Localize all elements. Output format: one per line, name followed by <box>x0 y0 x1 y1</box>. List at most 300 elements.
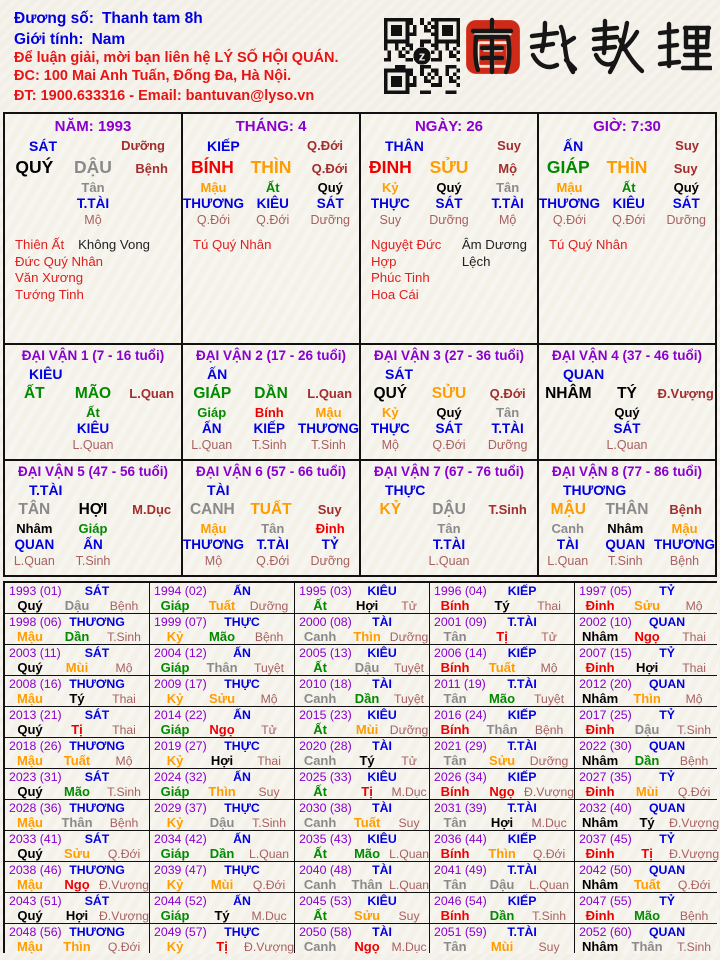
hidden-stem-group <box>298 405 359 453</box>
year-cell <box>575 676 719 706</box>
year-stage-label: Dưỡng <box>389 723 429 737</box>
year-stem-label: Tân <box>443 691 467 706</box>
year-stage-label: L.Quan <box>389 878 430 892</box>
star-line <box>15 237 181 254</box>
year-cell-line2 <box>430 722 574 737</box>
year-cell-line2 <box>150 660 294 675</box>
dai-van-god-row <box>183 479 359 498</box>
year-cell-line2 <box>150 846 294 861</box>
year-branch-label: Mùi <box>635 784 659 799</box>
year-cell-line2 <box>430 939 574 954</box>
hidden-stem-group <box>656 405 715 453</box>
year-god-label: KIÊU <box>367 646 397 660</box>
year-cell-line1 <box>575 863 719 877</box>
stem-label: TÂN <box>18 501 51 518</box>
year-cell <box>295 614 429 644</box>
star-name: Tú Quý Nhân <box>193 237 272 252</box>
year-stage-label: Mộ <box>540 661 558 675</box>
dai-van-row-1 <box>5 345 715 459</box>
hidden-stem-group <box>478 180 537 228</box>
year-god-label: SÁT <box>84 708 110 722</box>
hidden-stage-label: L.Quan <box>72 438 114 452</box>
year-god-label: THỰC <box>224 615 260 629</box>
year-branch-label: Mùi <box>65 660 89 675</box>
year-god-label: T.TÀI <box>507 863 537 877</box>
year-cell-line2 <box>150 753 294 768</box>
year-stem-label: Bính <box>440 784 470 799</box>
year-cell <box>430 831 574 861</box>
year-cell <box>575 738 719 768</box>
year-cell <box>575 614 719 644</box>
year-branch-label: Thìn <box>488 846 516 861</box>
star-note: Âm Dương Lệch <box>461 237 527 269</box>
year-god-label: TỶ <box>659 894 675 908</box>
year-god-label: T.TÀI <box>507 615 537 629</box>
year-cell-line1 <box>150 646 294 660</box>
year-god-label: THƯƠNG <box>69 801 125 815</box>
year-stage-label: Tuyệt <box>394 692 425 706</box>
hidden-stem-group <box>654 521 715 569</box>
year-stage-label: T.Sinh <box>677 723 712 737</box>
year-label: 2010 (18) <box>299 677 352 691</box>
year-branch-label: Mùi <box>210 877 234 892</box>
year-god-label: T.TÀI <box>507 801 537 815</box>
year-label: 2003 (11) <box>9 646 61 660</box>
year-cell <box>295 676 429 706</box>
branch-label: DẬU <box>432 501 466 518</box>
star-note: Không Vong <box>78 237 150 252</box>
year-stem-label: Kỷ <box>166 939 184 954</box>
year-god-label: THỰC <box>224 739 260 753</box>
branch-label: THÂN <box>605 501 649 518</box>
year-label: 2035 (43) <box>299 832 352 846</box>
hidden-stem-group <box>5 180 64 228</box>
hidden-stems-row <box>539 521 715 569</box>
god-label: T.TÀI <box>29 482 63 498</box>
branch-label: DẬU <box>74 157 112 177</box>
hidden-god-label: T.TÀI <box>432 537 466 552</box>
year-cell-line2 <box>5 815 149 830</box>
pillar-main-row <box>5 385 181 403</box>
year-cell-line2 <box>575 598 719 613</box>
year-branch-label: Sửu <box>63 846 91 861</box>
year-branch-label: Thân <box>486 722 518 737</box>
year-cell-line2 <box>430 598 574 613</box>
year-stem-label: Quý <box>17 846 43 861</box>
year-stem-label: Canh <box>303 753 337 768</box>
hidden-god-label: KIÊU <box>256 196 289 211</box>
year-stem-label: Giáp <box>160 722 190 737</box>
hidden-god-label: QUAN <box>605 537 646 552</box>
year-cell-line2 <box>575 877 719 892</box>
year-cell-line1 <box>150 801 294 815</box>
year-stage-label: T.Sinh <box>107 630 141 644</box>
hidden-stage-label: T.Sinh <box>251 438 287 452</box>
year-cell-line1 <box>430 584 574 598</box>
year-stage-label: L.Quan <box>389 847 430 861</box>
year-stem-label: Tân <box>443 629 467 644</box>
year-cell-line1 <box>150 863 294 877</box>
year-label: 2029 (37) <box>154 801 207 815</box>
year-cell-line2 <box>5 629 149 644</box>
pillar-main-row <box>183 501 359 519</box>
year-stem-label: Quý <box>17 598 43 613</box>
year-label: 1995 (03) <box>299 584 352 598</box>
hidden-stems-row <box>361 180 537 228</box>
year-cell <box>150 862 294 892</box>
year-stem-label: Giáp <box>160 908 190 923</box>
year-stem-label: Ất <box>313 722 327 737</box>
hidden-stage-label: Q.Đới <box>196 213 231 227</box>
year-god-label: TÀI <box>372 925 392 939</box>
year-cell-line2 <box>295 908 429 923</box>
hidden-god-label: T.TÀI <box>491 421 524 436</box>
year-stage-label: Thai <box>682 661 706 675</box>
hidden-stem-group <box>598 405 657 453</box>
year-cell-line2 <box>150 815 294 830</box>
year-cell-line1 <box>575 677 719 691</box>
year-stem-label: Tân <box>443 877 467 892</box>
year-cell-line2 <box>5 660 149 675</box>
dai-van-god-row <box>5 479 181 498</box>
star-name: Tướng Tinh <box>15 286 84 302</box>
year-cell <box>575 707 719 737</box>
hidden-stem-label: Tân <box>261 521 285 536</box>
year-label: 2039 (47) <box>154 863 207 877</box>
year-god-label: TÀI <box>372 677 392 691</box>
year-god-label: THƯƠNG <box>69 677 125 691</box>
year-cell-line1 <box>5 615 149 629</box>
hidden-stage-label: Mộ <box>204 554 223 568</box>
year-stem-label: Mậu <box>17 753 43 768</box>
hidden-stems-row <box>539 405 715 453</box>
hidden-stage-label: L.Quan <box>606 438 648 452</box>
pillar-title: NGÀY: 26 <box>414 118 484 135</box>
year-cell <box>150 831 294 861</box>
hidden-god-label: SÁT <box>613 421 641 436</box>
year-label: 2018 (26) <box>9 739 62 753</box>
year-cell-line2 <box>430 877 574 892</box>
stage-label: L.Quan <box>307 386 353 401</box>
dai-van-god-row <box>361 479 537 498</box>
year-cell-line2 <box>5 691 149 706</box>
year-branch-label: Dậu <box>209 815 235 830</box>
year-branch-label: Mão <box>634 908 661 923</box>
year-stem-label: Kỷ <box>166 877 184 892</box>
dai-van-title: ĐẠI VẬN 7 (67 - 76 tuổi) <box>373 464 525 479</box>
hidden-stem-group <box>539 180 600 228</box>
hidden-stems-row <box>183 180 359 228</box>
hidden-stage-label: T.Sinh <box>75 554 111 568</box>
hidden-stem-label: Canh <box>551 521 584 536</box>
dai-van-row-2 <box>5 461 715 575</box>
branch-label: DẦN <box>254 385 288 402</box>
year-cell <box>150 676 294 706</box>
year-cell-line1 <box>5 832 149 846</box>
star-line <box>549 237 715 254</box>
stage-label: Mộ <box>498 161 518 176</box>
hidden-stem-group <box>122 180 181 228</box>
year-stage-label: T.Sinh <box>532 909 566 923</box>
svg-text:z: z <box>418 48 426 64</box>
hidden-god-label: TỶ <box>321 537 339 552</box>
year-branch-label: Thân <box>206 660 238 675</box>
year-god-label: THỰC <box>224 863 260 877</box>
year-label: 2045 (53) <box>299 894 352 908</box>
year-stem-label: Kỷ <box>166 691 184 706</box>
dai-van-box <box>361 345 537 459</box>
year-cell-line2 <box>295 815 429 830</box>
year-stem-label: Nhâm <box>582 939 619 954</box>
year-stage-label: Dưỡng <box>389 630 429 644</box>
hidden-stem-label: Quý <box>614 405 640 420</box>
god-label: KIÊU <box>29 366 63 382</box>
year-branch-label: Tuất <box>63 753 91 768</box>
year-branch-label: Mão <box>489 691 516 706</box>
year-branch-label: Hợi <box>65 908 89 923</box>
hidden-stage-label: T.Sinh <box>607 554 643 568</box>
year-god-label: ẤN <box>233 770 251 784</box>
year-cell-line2 <box>5 939 149 954</box>
year-cell-line2 <box>575 753 719 768</box>
year-stem-label: Giáp <box>160 846 190 861</box>
year-stage-label: Bệnh <box>109 816 139 830</box>
year-cell-line2 <box>5 877 149 892</box>
stem-label: MẬU <box>550 501 586 518</box>
year-cell-line2 <box>295 939 429 954</box>
year-cell-line2 <box>295 784 429 799</box>
year-god-label: TÀI <box>372 615 392 629</box>
year-cell <box>150 893 294 923</box>
year-cell-line1 <box>430 646 574 660</box>
year-god-label: SÁT <box>84 646 110 660</box>
year-god-label: T.TÀI <box>507 677 537 691</box>
year-cell-line1 <box>575 708 719 722</box>
year-stage-label: L.Quan <box>249 847 290 861</box>
year-branch-label: Thân <box>351 877 383 892</box>
year-stage-label: Thai <box>112 723 136 737</box>
pillar-main-row <box>361 385 537 403</box>
year-god-label: KIÊU <box>367 584 397 598</box>
year-cell-line1 <box>150 584 294 598</box>
year-stage-label: Suy <box>398 909 420 923</box>
year-stem-label: Tân <box>443 753 467 768</box>
hidden-god-label: THƯƠNG <box>539 196 600 211</box>
contact-line-2: ĐC: 100 Mai Anh Tuấn, Đống Đa, Hà Nội. <box>14 67 292 84</box>
hidden-stem-group <box>122 521 181 569</box>
corner-stage-label: Suy <box>675 138 699 153</box>
year-stage-label: Đ.Vượng <box>524 785 575 799</box>
contact-line-1: Để luận giải, mời bạn liên hệ LÝ SỐ HỘI QUÁN. <box>14 50 339 66</box>
year-cell-line1 <box>430 894 574 908</box>
year-cell-line1 <box>430 739 574 753</box>
year-branch-label: Tuất <box>208 598 236 613</box>
year-stage-label: Suy <box>538 940 560 954</box>
year-cell-line2 <box>150 598 294 613</box>
year-god-label: QUAN <box>648 615 686 629</box>
year-cell-line1 <box>5 894 149 908</box>
year-cell-line2 <box>430 846 574 861</box>
year-stem-label: Canh <box>303 877 337 892</box>
hidden-stage-label: Dưỡng <box>310 213 350 227</box>
year-branch-label: Sửu <box>634 598 661 613</box>
year-stage-label: Tuyệt <box>394 661 425 675</box>
hidden-stem-label: Bính <box>254 405 284 420</box>
year-cell-line1 <box>5 708 149 722</box>
hidden-stem-label: Mậu <box>200 180 227 195</box>
year-god-label: THỰC <box>224 677 260 691</box>
year-cell-line2 <box>430 784 574 799</box>
dai-van-title: ĐẠI VẬN 3 (27 - 36 tuổi) <box>373 348 525 363</box>
year-cell-line2 <box>295 598 429 613</box>
year-cell <box>575 583 719 613</box>
pillars-row <box>5 114 715 343</box>
year-cell-line1 <box>5 739 149 753</box>
year-cell <box>430 676 574 706</box>
year-cell-line1 <box>150 925 294 939</box>
pillar-box <box>361 114 537 343</box>
year-label: 1993 (01) <box>9 584 62 598</box>
pillar-god-row <box>5 135 181 154</box>
year-stage-label: M.Dục <box>391 785 427 799</box>
year-cell-line2 <box>575 815 719 830</box>
year-label: 2034 (42) <box>154 832 207 846</box>
hidden-god-label: QUAN <box>14 537 55 552</box>
year-cell-line2 <box>295 846 429 861</box>
hidden-stem-label: Tân <box>496 180 520 195</box>
hidden-stem-label: Đinh <box>315 521 345 536</box>
star-line <box>15 254 181 271</box>
stars-list <box>5 237 181 303</box>
year-god-label: QUAN <box>648 739 686 753</box>
year-branch-label: Mão <box>64 784 90 799</box>
year-cell <box>150 800 294 830</box>
year-stage-label: Thai <box>537 599 561 613</box>
hidden-stem-label: Mậu <box>200 521 227 536</box>
hidden-stage-label: Q.Đới <box>552 213 587 227</box>
star-name: Đức Quý Nhân <box>15 253 103 269</box>
hidden-stem-group <box>241 405 299 453</box>
year-stem-label: Nhâm <box>582 691 619 706</box>
hidden-god-label: ẤN <box>202 421 222 436</box>
hidden-stem-group <box>301 180 359 228</box>
year-god-label: KIẾP <box>507 832 537 846</box>
year-label: 2048 (56) <box>9 925 62 939</box>
stage-label: Đ.Vượng <box>657 386 714 401</box>
year-label: 2027 (35) <box>579 770 632 784</box>
year-branch-label: Mùi <box>355 722 379 737</box>
year-cell-line2 <box>295 691 429 706</box>
dai-van-box <box>361 461 537 575</box>
year-stem-label: Mậu <box>17 877 43 892</box>
year-cell <box>150 583 294 613</box>
year-cell-line1 <box>5 770 149 784</box>
year-cell-line2 <box>150 722 294 737</box>
hidden-stage-label: Q.Đới <box>256 213 290 227</box>
pillar-box <box>5 114 181 343</box>
year-label: 1998 (06) <box>9 615 62 629</box>
branch-label: THÌN <box>250 157 292 177</box>
year-cell-line2 <box>150 629 294 644</box>
year-stem-label: Canh <box>303 691 337 706</box>
year-branch-label: Tị <box>71 722 83 737</box>
year-stem-label: Kỷ <box>166 815 184 830</box>
year-cell <box>5 769 149 799</box>
year-god-label: TÀI <box>372 863 392 877</box>
year-label: 2000 (08) <box>299 615 352 629</box>
hidden-stem-label: Tân <box>81 180 105 195</box>
year-stem-label: Quý <box>17 908 43 923</box>
year-god-label: KIẾP <box>507 894 537 908</box>
hidden-god-label: ẤN <box>83 537 103 552</box>
stem-label: ẤT <box>23 385 45 402</box>
year-cell-line2 <box>575 939 719 954</box>
stage-label: Suy <box>673 161 698 176</box>
star-name: Hoa Cái <box>371 286 419 302</box>
year-stem-label: Quý <box>17 722 43 737</box>
hidden-god-label: THƯƠNG <box>298 421 359 436</box>
year-god-label: ẤN <box>233 832 251 846</box>
stage-label: T.Sinh <box>488 502 527 517</box>
star-name: Thiên Ất <box>15 237 65 252</box>
stage-label: Suy <box>317 502 342 517</box>
year-label: 2043 (51) <box>9 894 62 908</box>
year-cell-line1 <box>575 801 719 815</box>
year-branch-label: Mùi <box>490 939 514 954</box>
hidden-stem-label: Giáp <box>197 405 227 420</box>
year-cell-line1 <box>150 770 294 784</box>
hidden-god-label: SÁT <box>435 421 463 436</box>
year-cell <box>5 707 149 737</box>
year-cell <box>295 862 429 892</box>
year-label: 2050 (58) <box>299 925 352 939</box>
year-label: 2047 (55) <box>579 894 632 908</box>
year-stem-label: Ất <box>313 598 327 613</box>
year-god-label: TỶ <box>659 770 675 784</box>
hidden-stage-label: Q.Đới <box>432 438 466 452</box>
year-cell <box>575 645 719 675</box>
year-stage-label: Mộ <box>115 754 133 768</box>
year-label: 2044 (52) <box>154 894 207 908</box>
dai-van-box <box>539 345 715 459</box>
stem-label: GIÁP <box>193 385 232 402</box>
year-stem-label: Ất <box>313 784 327 799</box>
year-table <box>3 581 720 954</box>
year-cell-line1 <box>575 584 719 598</box>
year-cell <box>150 645 294 675</box>
year-branch-label: Sửu <box>489 753 516 768</box>
year-branch-label: Ngọ <box>64 877 90 892</box>
year-label: 2030 (38) <box>299 801 352 815</box>
year-god-label: KIÊU <box>367 894 397 908</box>
year-cell-line2 <box>575 722 719 737</box>
year-cell-line1 <box>430 708 574 722</box>
year-branch-label: Thân <box>61 815 93 830</box>
year-label: 2002 (10) <box>579 615 632 629</box>
hidden-stem-label: Nhâm <box>16 521 53 536</box>
god-label: KIẾP <box>207 138 240 154</box>
year-cell-line2 <box>430 753 574 768</box>
year-branch-label: Tý <box>494 598 510 613</box>
year-stage-label: T.Sinh <box>107 785 141 799</box>
year-god-label: T.TÀI <box>507 925 537 939</box>
year-cell <box>295 707 429 737</box>
year-label: 2015 (23) <box>299 708 352 722</box>
year-god-label: TÀI <box>372 739 392 753</box>
hidden-stem-group <box>64 521 123 569</box>
hidden-stage-label: L.Quan <box>547 554 589 568</box>
year-stage-label: Tử <box>401 599 417 613</box>
